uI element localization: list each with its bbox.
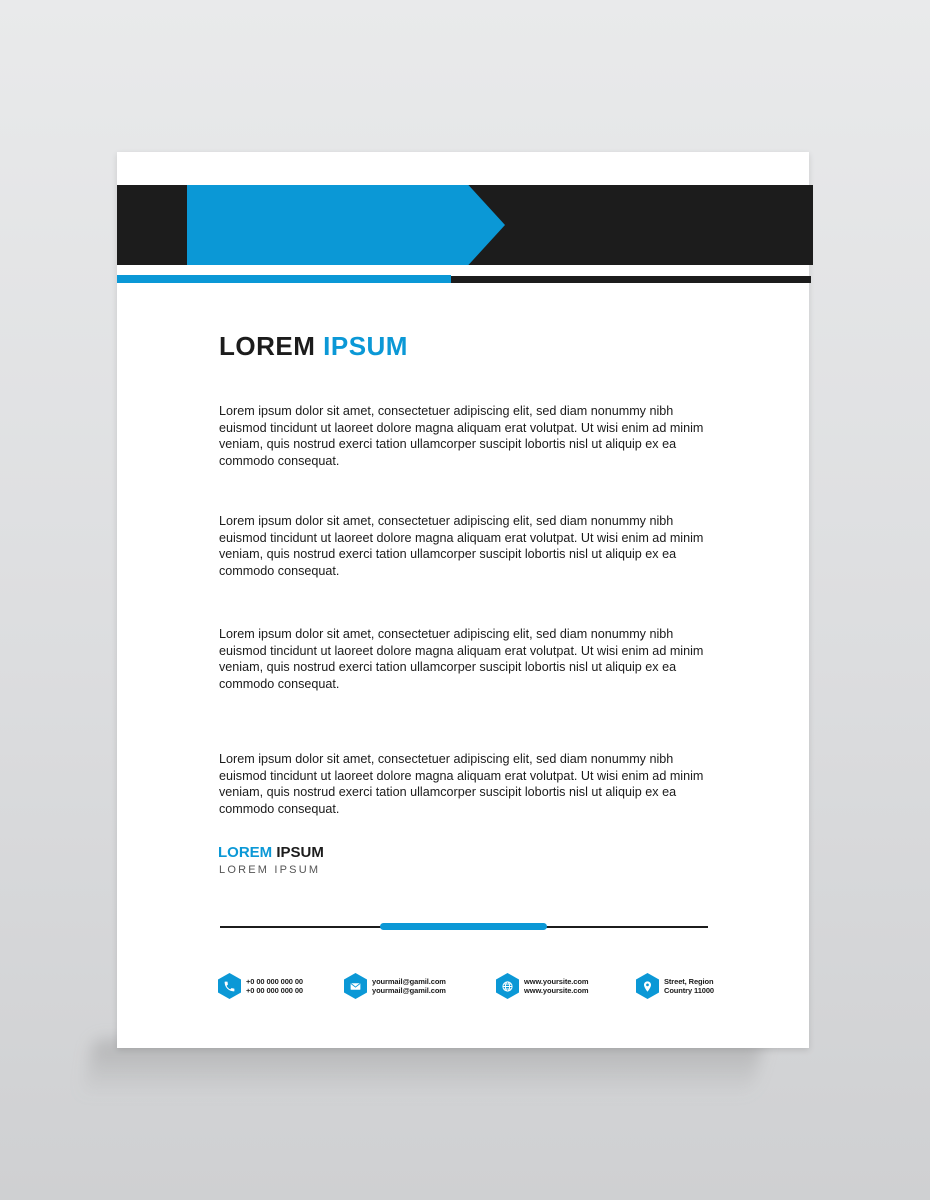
contact-email-line-1: yourmail@gamil.com bbox=[372, 976, 446, 986]
globe-icon bbox=[496, 973, 519, 999]
letterhead-page bbox=[117, 152, 809, 1048]
body-paragraph-1: Lorem ipsum dolor sit amet, consectetuer adipiscing elit, sed diam nonummy nibh euismod tincidunt ut laoreet dolore magna aliquam erat volutpat. Ut wisi enim ad minim veniam, quis nostrud exerci tation ullamcorper suscipit lobortis nisl ut aliquip ex ea commodo consequat. bbox=[219, 404, 704, 468]
signature-word-1: LOREM bbox=[218, 844, 273, 861]
signature-word-2: IPSUM bbox=[276, 844, 324, 861]
body-paragraph-2: Lorem ipsum dolor sit amet, consectetuer adipiscing elit, sed diam nonummy nibh euismod tincidunt ut laoreet dolore magna aliquam erat volutpat. Ut wisi enim ad minim veniam, quis nostrud exerci tation ullamcorper suscipit lobortis nisl ut aliquip ex ea commodo consequat. bbox=[219, 514, 704, 578]
signature-name bbox=[218, 844, 324, 862]
header-rule-blue bbox=[117, 275, 451, 283]
mail-icon bbox=[344, 973, 367, 999]
contact-email bbox=[344, 972, 446, 1000]
contact-phone-line-1: +0 00 000 000 00 bbox=[246, 976, 303, 986]
page-title bbox=[219, 331, 408, 361]
contact-phone bbox=[218, 972, 303, 1000]
contact-website bbox=[496, 972, 588, 1000]
location-pin-icon bbox=[636, 973, 659, 999]
paper-shadow bbox=[82, 1040, 764, 1096]
header-band-blue-arrow bbox=[187, 185, 505, 265]
phone-icon bbox=[218, 973, 241, 999]
contact-website-line-2: www.yoursite.com bbox=[524, 986, 589, 995]
title-word-1: LOREM bbox=[219, 331, 316, 361]
contact-address-line-2: Country 11000 bbox=[664, 986, 714, 995]
contact-address bbox=[636, 972, 714, 1000]
body-paragraph-4: Lorem ipsum dolor sit amet, consectetuer adipiscing elit, sed diam nonummy nibh euismod tincidunt ut laoreet dolore magna aliquam erat volutpat. Ut wisi enim ad minim veniam, quis nostrud exerci tation ullamcorper suscipit lobortis nisl ut aliquip ex ea commodo consequat. bbox=[219, 752, 704, 816]
header-rule-dark bbox=[451, 276, 811, 283]
contact-phone-line-2: +0 00 000 000 00 bbox=[246, 986, 303, 995]
contact-website-line-1: www.yoursite.com bbox=[524, 976, 589, 986]
contact-email-line-2: yourmail@gamil.com bbox=[372, 986, 446, 995]
contact-address-line-1: Street, Region bbox=[664, 976, 714, 986]
body-paragraph-3: Lorem ipsum dolor sit amet, consectetuer adipiscing elit, sed diam nonummy nibh euismod tincidunt ut laoreet dolore magna aliquam erat volutpat. Ut wisi enim ad minim veniam, quis nostrud exerci tation ullamcorper suscipit lobortis nisl ut aliquip ex ea commodo consequat. bbox=[219, 627, 704, 691]
footer-divider-accent bbox=[380, 923, 547, 930]
title-word-2: IPSUM bbox=[323, 331, 408, 361]
signature-subtitle: LOREM IPSUM bbox=[219, 864, 321, 876]
